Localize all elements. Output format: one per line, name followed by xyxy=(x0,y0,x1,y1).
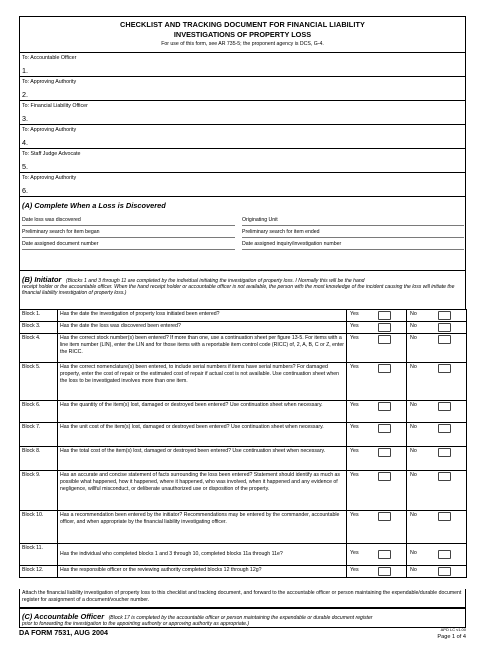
yes-checkbox[interactable] xyxy=(378,567,391,576)
form-title-line-1: CHECKLIST AND TRACKING DOCUMENT FOR FINANCIAL LIABILITY xyxy=(119,20,366,29)
to-row-approving-authority-2[interactable] xyxy=(19,124,466,148)
block-number: Block 3. xyxy=(20,322,58,334)
originating-unit-field[interactable] xyxy=(242,225,464,226)
yes-label: Yes xyxy=(350,448,359,454)
block-question: Has the responsible officer or the reviewing authority completed blocks 12 through 12g? xyxy=(58,566,347,578)
no-cell xyxy=(407,322,467,334)
to-number: 3. xyxy=(22,114,28,123)
preliminary-search-began-label: Preliminary search for item began xyxy=(22,229,100,235)
date-assigned-inquiry-number-field[interactable] xyxy=(242,249,464,250)
no-label: No xyxy=(410,311,417,317)
block-number: Block 8. xyxy=(20,447,58,471)
no-label: No xyxy=(410,472,417,478)
to-label: To: Accountable Officer xyxy=(22,55,77,61)
yes-checkbox[interactable] xyxy=(378,550,391,559)
no-checkbox[interactable] xyxy=(438,335,451,344)
no-checkbox[interactable] xyxy=(438,424,451,433)
section-c-note-continued: prior to forwarding the investigation to the appointing authority or approving authority as appropriate.) xyxy=(22,621,250,628)
yes-label: Yes xyxy=(350,323,359,329)
yes-checkbox[interactable] xyxy=(378,402,391,411)
section-b-note: (Blocks 1 and 3 through 11 are completed by the individual initiating the investigation of property loss. I Normally this will be the hand xyxy=(65,278,365,284)
yes-label: Yes xyxy=(350,311,359,317)
date-assigned-document-number-field[interactable] xyxy=(22,249,235,250)
no-checkbox[interactable] xyxy=(438,402,451,411)
checklist-row xyxy=(20,511,467,544)
no-cell xyxy=(407,310,467,322)
yes-label: Yes xyxy=(350,424,359,430)
to-label: To: Approving Authority xyxy=(22,127,77,133)
block-number: Block 5. xyxy=(20,363,58,401)
form-number: DA FORM 7531, AUG 2004 xyxy=(19,628,108,637)
section-b-note-continued: receipt holder or the accountable officer. When the hand receipt holder or accountable officer is not available, the person with the most knowledge of the incident causing the loss will initiate the financial liability investigation of property loss.) xyxy=(22,284,455,297)
yes-label: Yes xyxy=(350,335,359,341)
no-checkbox[interactable] xyxy=(438,550,451,559)
preliminary-search-began-field[interactable] xyxy=(22,237,235,238)
no-label: No xyxy=(410,323,417,329)
block-number: Block 7. xyxy=(20,423,58,447)
block-number: Block 6. xyxy=(20,401,58,423)
block-question: Has the correct stock number(s) been entered? If more than one, use a continuation sheet per figure 13-5. For items with a line item number (LIN), enter the LIN and for those items with a reportable item control code (RICC) of, 2, A, B, C or Z, enter the RICC. xyxy=(58,334,347,363)
yes-cell xyxy=(347,511,407,544)
checklist-table xyxy=(19,309,467,578)
yes-cell xyxy=(347,447,407,471)
checklist-row xyxy=(20,447,467,471)
yes-cell xyxy=(347,544,407,566)
checklist-row xyxy=(20,363,467,401)
block-question: Has the quantity of the item(s) lost, damaged or destroyed been entered? Use continuation sheet when necessary. xyxy=(58,401,347,423)
yes-label: Yes xyxy=(350,550,359,556)
no-label: No xyxy=(410,335,417,341)
yes-cell xyxy=(347,423,407,447)
no-label: No xyxy=(410,567,417,573)
yes-checkbox[interactable] xyxy=(378,472,391,481)
yes-cell xyxy=(347,310,407,322)
yes-checkbox[interactable] xyxy=(378,448,391,457)
to-number: 1. xyxy=(22,66,28,75)
no-cell xyxy=(407,566,467,578)
checklist-row xyxy=(20,423,467,447)
block-number: Block 4. xyxy=(20,334,58,363)
form-version: APD LC v1.00 xyxy=(440,627,466,632)
yes-label: Yes xyxy=(350,364,359,370)
block-question: Has the date the investigation of property loss initiated been entered? xyxy=(58,310,347,322)
yes-cell xyxy=(347,322,407,334)
section-a xyxy=(19,196,466,270)
checklist-row xyxy=(20,401,467,423)
block-question: Has a recommendation been entered by the initiator? Recommendations may be entered by the commander, accountable officer, and when appropriate by the financial liability investigating officer. xyxy=(58,511,347,544)
page-number: Page 1 of 4 xyxy=(437,634,466,640)
to-label: To: Staff Judge Advocate xyxy=(22,151,81,157)
no-label: No xyxy=(410,364,417,370)
block-number: Block 10. xyxy=(20,511,58,544)
to-label: To: Approving Authority xyxy=(22,175,77,181)
no-label: No xyxy=(410,512,417,518)
checklist-row xyxy=(20,471,467,511)
to-number: 2. xyxy=(22,90,28,99)
block-question: Has the total cost of the item(s) lost, damaged or destroyed been entered? Use continuation sheet when necessary. xyxy=(58,447,347,471)
form-page xyxy=(19,16,466,640)
yes-checkbox[interactable] xyxy=(378,311,391,320)
to-number: 5. xyxy=(22,162,28,171)
no-cell xyxy=(407,544,467,566)
no-cell xyxy=(407,363,467,401)
block-question: Has an accurate and concise statement of facts surrounding the loss been entered? Statement should identify as much as possible what happened, how it happened, where it happened, who was involved, when it happened and any evidence of negligence, willful misconduct, or deliberate unauthorized use or disposition of the property. xyxy=(58,471,347,511)
form-title-line-2: INVESTIGATIONS OF PROPERTY LOSS xyxy=(173,30,312,39)
yes-checkbox[interactable] xyxy=(378,512,391,521)
section-c-title: (C) Accountable Officer xyxy=(22,612,105,621)
preliminary-search-ended-field[interactable] xyxy=(242,237,464,238)
date-assigned-document-number-label: Date assigned document number xyxy=(22,241,99,247)
no-cell xyxy=(407,447,467,471)
yes-label: Yes xyxy=(350,567,359,573)
section-c-note: (Block 17 is completed by the accountable officer or person maintaining the expendable or durable document register xyxy=(108,615,373,621)
no-checkbox[interactable] xyxy=(438,567,451,576)
section-c xyxy=(19,608,466,628)
no-checkbox[interactable] xyxy=(438,364,451,373)
no-label: No xyxy=(410,402,417,408)
yes-cell xyxy=(347,566,407,578)
section-b-title: (B) Initiator xyxy=(22,275,62,284)
yes-checkbox[interactable] xyxy=(378,335,391,344)
to-number: 4. xyxy=(22,138,28,147)
checklist-row xyxy=(20,544,467,566)
to-row-approving-authority-1[interactable] xyxy=(19,76,466,100)
no-checkbox[interactable] xyxy=(438,323,451,332)
to-label: To: Approving Authority xyxy=(22,79,77,85)
originating-unit-label: Originating Unit xyxy=(242,217,278,223)
to-row-financial-liability-officer[interactable] xyxy=(19,100,466,124)
yes-cell xyxy=(347,401,407,423)
yes-label: Yes xyxy=(350,402,359,408)
no-checkbox[interactable] xyxy=(438,448,451,457)
yes-label: Yes xyxy=(350,472,359,478)
block-number: Block 1. xyxy=(20,310,58,322)
to-row-accountable-officer[interactable] xyxy=(19,52,466,76)
block-question: Has the individual who completed blocks 1 and 3 through 10, completed blocks 11a through 11e? xyxy=(58,544,347,566)
block-question: Has the unit cost of the item(s) lost, damaged or destroyed been entered? Use continuation sheet when necessary. xyxy=(58,423,347,447)
no-checkbox[interactable] xyxy=(438,311,451,320)
no-label: No xyxy=(410,550,417,556)
checklist-row xyxy=(20,566,467,578)
section-b xyxy=(19,270,466,309)
yes-cell xyxy=(347,363,407,401)
section-a-title: (A) Complete When a Loss is Discovered xyxy=(22,201,166,210)
no-cell xyxy=(407,334,467,363)
block-number: Block 11. xyxy=(20,544,58,566)
to-row-staff-judge-advocate[interactable] xyxy=(19,148,466,172)
checklist-row xyxy=(20,334,467,363)
date-loss-discovered-label: Date loss was discovered xyxy=(22,217,81,223)
no-checkbox[interactable] xyxy=(438,472,451,481)
to-label: To: Financial Liability Officer xyxy=(22,103,88,109)
yes-cell xyxy=(347,334,407,363)
block-number: Block 9. xyxy=(20,471,58,511)
yes-cell xyxy=(347,471,407,511)
form-subtitle: For use of this form, see AR 735-5; the proponent agency is DCS, G-4. xyxy=(161,41,324,47)
to-row-approving-authority-3[interactable] xyxy=(19,172,466,196)
no-cell xyxy=(407,423,467,447)
no-cell xyxy=(407,471,467,511)
attach-instructions: Attach the financial liability investigation of property loss to this checklist and tracking document, and forward to the accountable officer or person maintaining the expendable/durable document register for assignment of a document/voucher number. xyxy=(19,589,466,608)
checklist-row xyxy=(20,310,467,322)
to-number: 6. xyxy=(22,186,28,195)
yes-checkbox[interactable] xyxy=(378,424,391,433)
yes-label: Yes xyxy=(350,512,359,518)
no-label: No xyxy=(410,448,417,454)
no-label: No xyxy=(410,424,417,430)
no-checkbox[interactable] xyxy=(438,512,451,521)
date-loss-discovered-field[interactable] xyxy=(22,225,235,226)
yes-checkbox[interactable] xyxy=(378,364,391,373)
no-cell xyxy=(407,511,467,544)
date-assigned-inquiry-number-label: Date assigned inquiry/investigation number xyxy=(242,241,342,247)
preliminary-search-ended-label: Preliminary search for item ended xyxy=(242,229,320,235)
block-question: Has the date the loss was discovered been entered? xyxy=(58,322,347,334)
block-question: Has the correct nomenclature(s) been entered, to include serial numbers if items have serial numbers? For damaged property, enter the cost of repair or the estimated cost of repair if actual cost is not available. Use continuation sheet when the loss to be investigated involves more than one item. xyxy=(58,363,347,401)
form-header xyxy=(19,16,466,52)
no-cell xyxy=(407,401,467,423)
checklist-row xyxy=(20,322,467,334)
yes-checkbox[interactable] xyxy=(378,323,391,332)
block-number: Block 12. xyxy=(20,566,58,578)
